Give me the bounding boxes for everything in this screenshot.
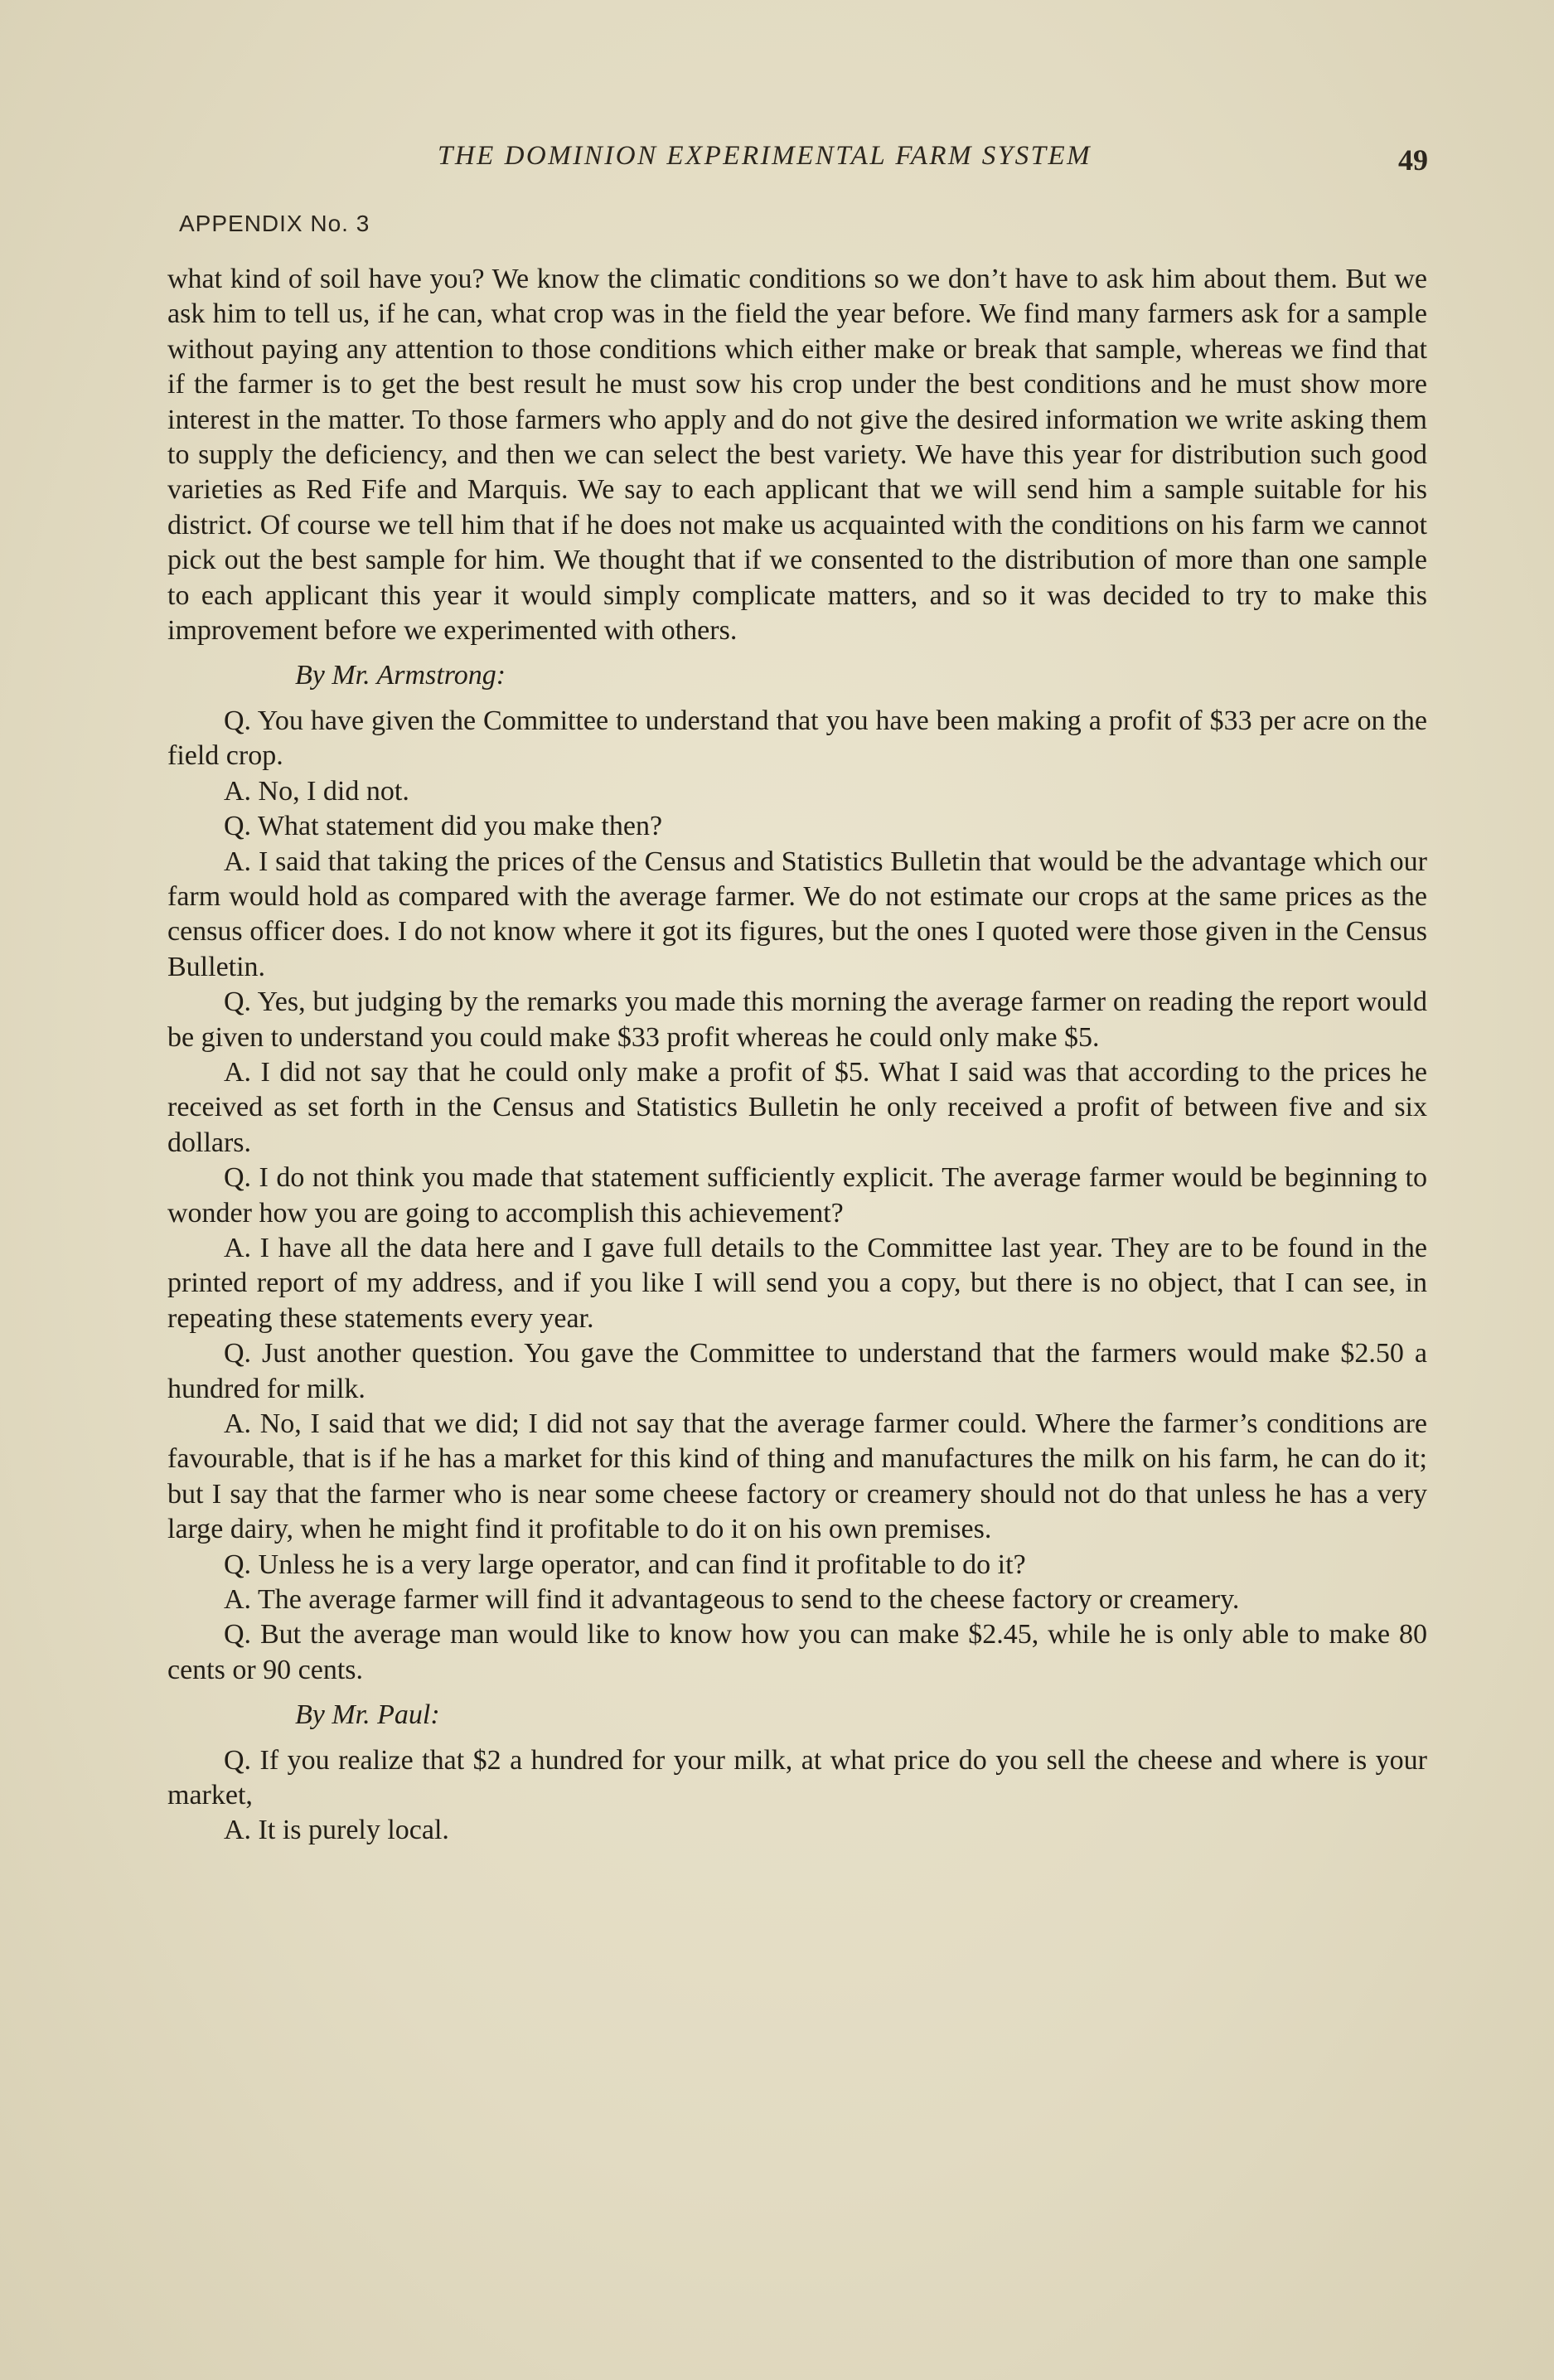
paragraph: A. I said that taking the prices of the Census and Statistics Bulletin that would be the advantage which our farm would hold as compared with the average farmer. We do not estimate our crops at the same prices as the census officer does. I do not know where it got its figures, but the ones I quoted were those given in the Census Bulletin. <box>167 846 1427 982</box>
paragraph: A. The average farmer will find it advantageous to send to the cheese factory or creamery. <box>224 1584 1240 1616</box>
journal-title: THE DOMINION EXPERIMENTAL FARM SYSTEM <box>438 141 1092 171</box>
paragraph: Q. But the average man would like to know how you can make $2.45, while he is only able to make 80 cents or 90 cents. <box>167 1619 1427 1685</box>
paragraph: Q. You have given the Committee to understand that you have been making a profit of $33 per acre on the field crop. <box>167 705 1427 772</box>
paragraph: Q. If you realize that $2 a hundred for your milk, at what price do you sell the cheese and where is your market, <box>167 1744 1427 1811</box>
paragraph: Q. What statement did you make then? <box>224 811 663 842</box>
paragraph: Q. Yes, but judging by the remarks you made this morning the average farmer on reading the report would be given to understand you could make $33 profit whereas he could only make $5. <box>167 986 1427 1053</box>
paragraph: Q. Unless he is a very large operator, and can find it profitable to do it? <box>224 1549 1026 1580</box>
paragraph: A. I did not say that he could only make a profit of $5. What I said was that according to the prices he received as set forth in the Census and Statistics Bulletin he only received a profit of between five and six dollars. <box>167 1056 1427 1158</box>
body-text <box>167 262 1427 1849</box>
paragraph: Q. Just another question. You gave the Committee to understand that the farmers would make $2.50 a hundred for milk. <box>167 1338 1427 1404</box>
speaker-heading: By Mr. Paul: <box>295 1699 440 1731</box>
page-number: 49 <box>1398 143 1428 177</box>
speaker-heading: By Mr. Armstrong: <box>295 660 506 691</box>
paragraph: A. No, I said that we did; I did not say that the average farmer could. Where the farmer’s conditions are favourable, that is if he has a market for this kind of thing and manufactures the milk on his farm, he can do it; but I say that the farmer who is near some cheese factory or creamery should not do that unless he has a very large dairy, when he might find it profitable to do it on his own premises. <box>167 1408 1427 1545</box>
paragraph: A. It is purely local. <box>224 1815 449 1846</box>
paragraph: Q. I do not think you made that statement sufficiently explicit. The average farmer would be beginning to wonder how you are going to accomplish this achievement? <box>167 1162 1427 1229</box>
paragraph: what kind of soil have you? We know the climatic conditions so we don’t have to ask him about them. But we ask him to tell us, if he can, what crop was in the field the year before. We find many farmers ask for a sample without paying any attention to those conditions which either make or break that sample, whereas we find that if the farmer is to get the best result he must sow his crop under the best conditions and he must show more interest in the matter. To those farmers who apply and do not give the desired information we write asking them to supply the deficiency, and then we can select the best variety. We have this year for distribution such good varieties as Red Fife and Marquis. We say to each applicant that we will send him a sample suitable for his district. Of course we tell him that if he does not make us acquainted with the conditions on his farm we cannot pick out the best sample for him. We thought that if we consented to the distribution of more than one sample to each applicant this year it would simply complicate matters, and so it was decided to try to make this improvement before we experimented with others. <box>167 264 1427 647</box>
paragraph: A. No, I did not. <box>224 775 409 807</box>
paragraph: A. I have all the data here and I gave full details to the Committee last year. They are to be found in the printed report of my address, and if you like I will send you a copy, but there is no object, that I can see, in repeating these statements every year. <box>167 1232 1427 1334</box>
appendix-label: APPENDIX No. 3 <box>179 211 370 236</box>
running-head <box>0 141 1554 182</box>
